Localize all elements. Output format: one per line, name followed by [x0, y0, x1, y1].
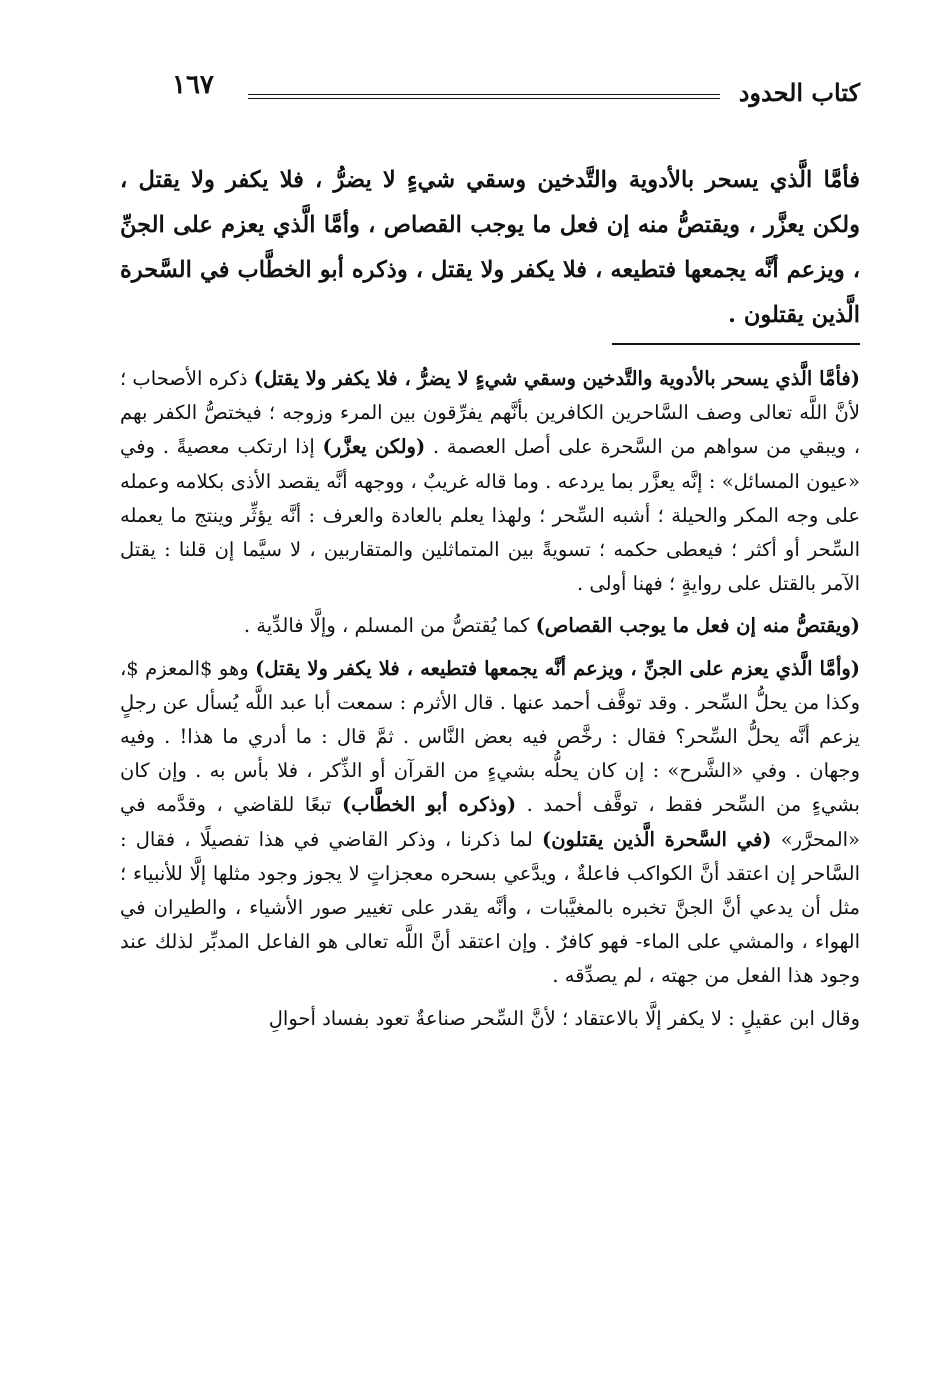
- commentary-text: ذكره الأصحاب ؛ لأنَّ اللَّه تعالى وصف السَّاحرين الكافرين بأنَّهم يفرِّقون بين المرء وزوجه ؛ فيختصُّ الكفر بهم ، ويبقي من سواهم من السَّحرة على أصل العصمة .: [120, 367, 861, 459]
- commentary-paragraph-3: [120, 652, 860, 994]
- quoted-text: (ويقتصُّ منه إن فعل ما يوجب القصاص): [535, 614, 860, 638]
- commentary-text: وهو $المعزم $، وكذا من يحلُّ السِّحر . وقد توقَّف أحمد عنها . قال الأثرم : سمعت أبا عبد اللَّه يُسأل عن رجلٍ يزعم أنَّه يحلُّ السِّحر؟ فقال : رخَّص فيه بعض النَّاس . ثمَّ قال : ما أدري ما هذا! . وفيه وجهان . وفي «الشَّرح» : إن كان يحلُّه بشيءٍ من القرآن أو الذِّكر ، فلا بأس به . وإن كان بشيءٍ من السِّحر فقط ، توقَّف أحمد .: [120, 656, 860, 817]
- header-rule: [248, 94, 720, 99]
- quoted-text: (ولكن يعزَّر): [322, 435, 426, 459]
- quoted-text: (وأمَّا الَّذي يعزم على الجنِّ ، ويزعم أنَّه يجمعها فتطيعه ، فلا يكفر ولا يقتل): [255, 656, 860, 680]
- commentary-paragraph-1: [120, 362, 860, 601]
- quoted-text: (وذكره أبو الخطَّاب): [341, 793, 517, 817]
- separator-line: [612, 343, 860, 345]
- quoted-text: (في السَّحرة الَّذين يقتلون): [542, 827, 772, 851]
- commentary-text: إذا ارتكب معصيةً . وفي «عيون المسائل» : إنَّه يعزَّر بما يردعه . وما قاله غريبٌ ، ووجهه أنَّه يقصد الأذى بكلامه وعمله على وجه المكر والحيلة ؛ أشبه السِّحر ؛ ولهذا يعلم بالعادة والعرف : أنَّه يؤثِّر وينتج ما يعمله السِّحر أو أكثر ؛ فيعطى حكمه ؛ تسويةً بين المتماثلين والمتقاربين ، لا سيَّما إن قلنا : يقتل الآمر بالقتل على روايةٍ ؛ فهنا أولى .: [120, 435, 860, 596]
- page-number: ١٦٧: [172, 70, 214, 100]
- commentary-text: كما يُقتصُّ من المسلم ، وإلَّا فالدِّية .: [243, 614, 536, 638]
- commentary-paragraph-2: [120, 609, 860, 643]
- commentary-text: لما ذكرنا ، وذكر القاضي في هذا تفصيلًا ، فقال : السَّاحر إن اعتقد أنَّ الكواكب فاعلةٌ ، ويدَّعي بسحره معجزاتٍ لا يجوز وجود مثلها إلَّا للأنبياء ؛ مثل أن يدعي أنَّ الجنَّ تخبره بالمغيَّبات ، وأنَّه يقدر على تغيير صور الأشياء ، والطيران في الهواء ، والمشي على الماء- فهو كافرٌ . وإن اعتقد أنَّ اللَّه تعالى هو الفاعل المدبِّر لذلك عند وجود هذا الفعل من جهته ، لم يصدِّقه .: [120, 827, 860, 988]
- quoted-text: (فأمَّا الَّذي يسحر بالأدوية والتَّدخين وسقي شيءٍ لا يضرُّ ، فلا يكفر ولا يقتل): [253, 367, 860, 390]
- commentary-text: وقال ابن عقيلٍ : لا يكفر إلَّا بالاعتقاد ؛ لأنَّ السِّحر صناعةٌ تعود بفساد أحوالِ: [268, 1006, 860, 1030]
- main-text: فأمَّا الَّذي يسحر بالأدوية والتَّدخين وسقي شيءٍ لا يضرُّ ، فلا يكفر ولا يقتل ، ولكن يعزَّر ، ويقتصُّ منه إن فعل ما يوجب القصاص ، وأمَّا الَّذي يعزم على الجنِّ ، ويزعم أنَّه يجمعها فتطيعه ، فلا يكفر ولا يقتل ، وذكره أبو الخطَّاب في السَّحرة الَّذين يقتلون .: [120, 167, 860, 328]
- commentary: [120, 362, 860, 1036]
- page-header: [120, 68, 860, 110]
- commentary-paragraph-4: [120, 1002, 860, 1036]
- commentary-text: تبعًا للقاضي ، وقدَّمه في «المحرَّر»: [120, 793, 860, 851]
- running-title: كتاب الحدود: [738, 78, 860, 107]
